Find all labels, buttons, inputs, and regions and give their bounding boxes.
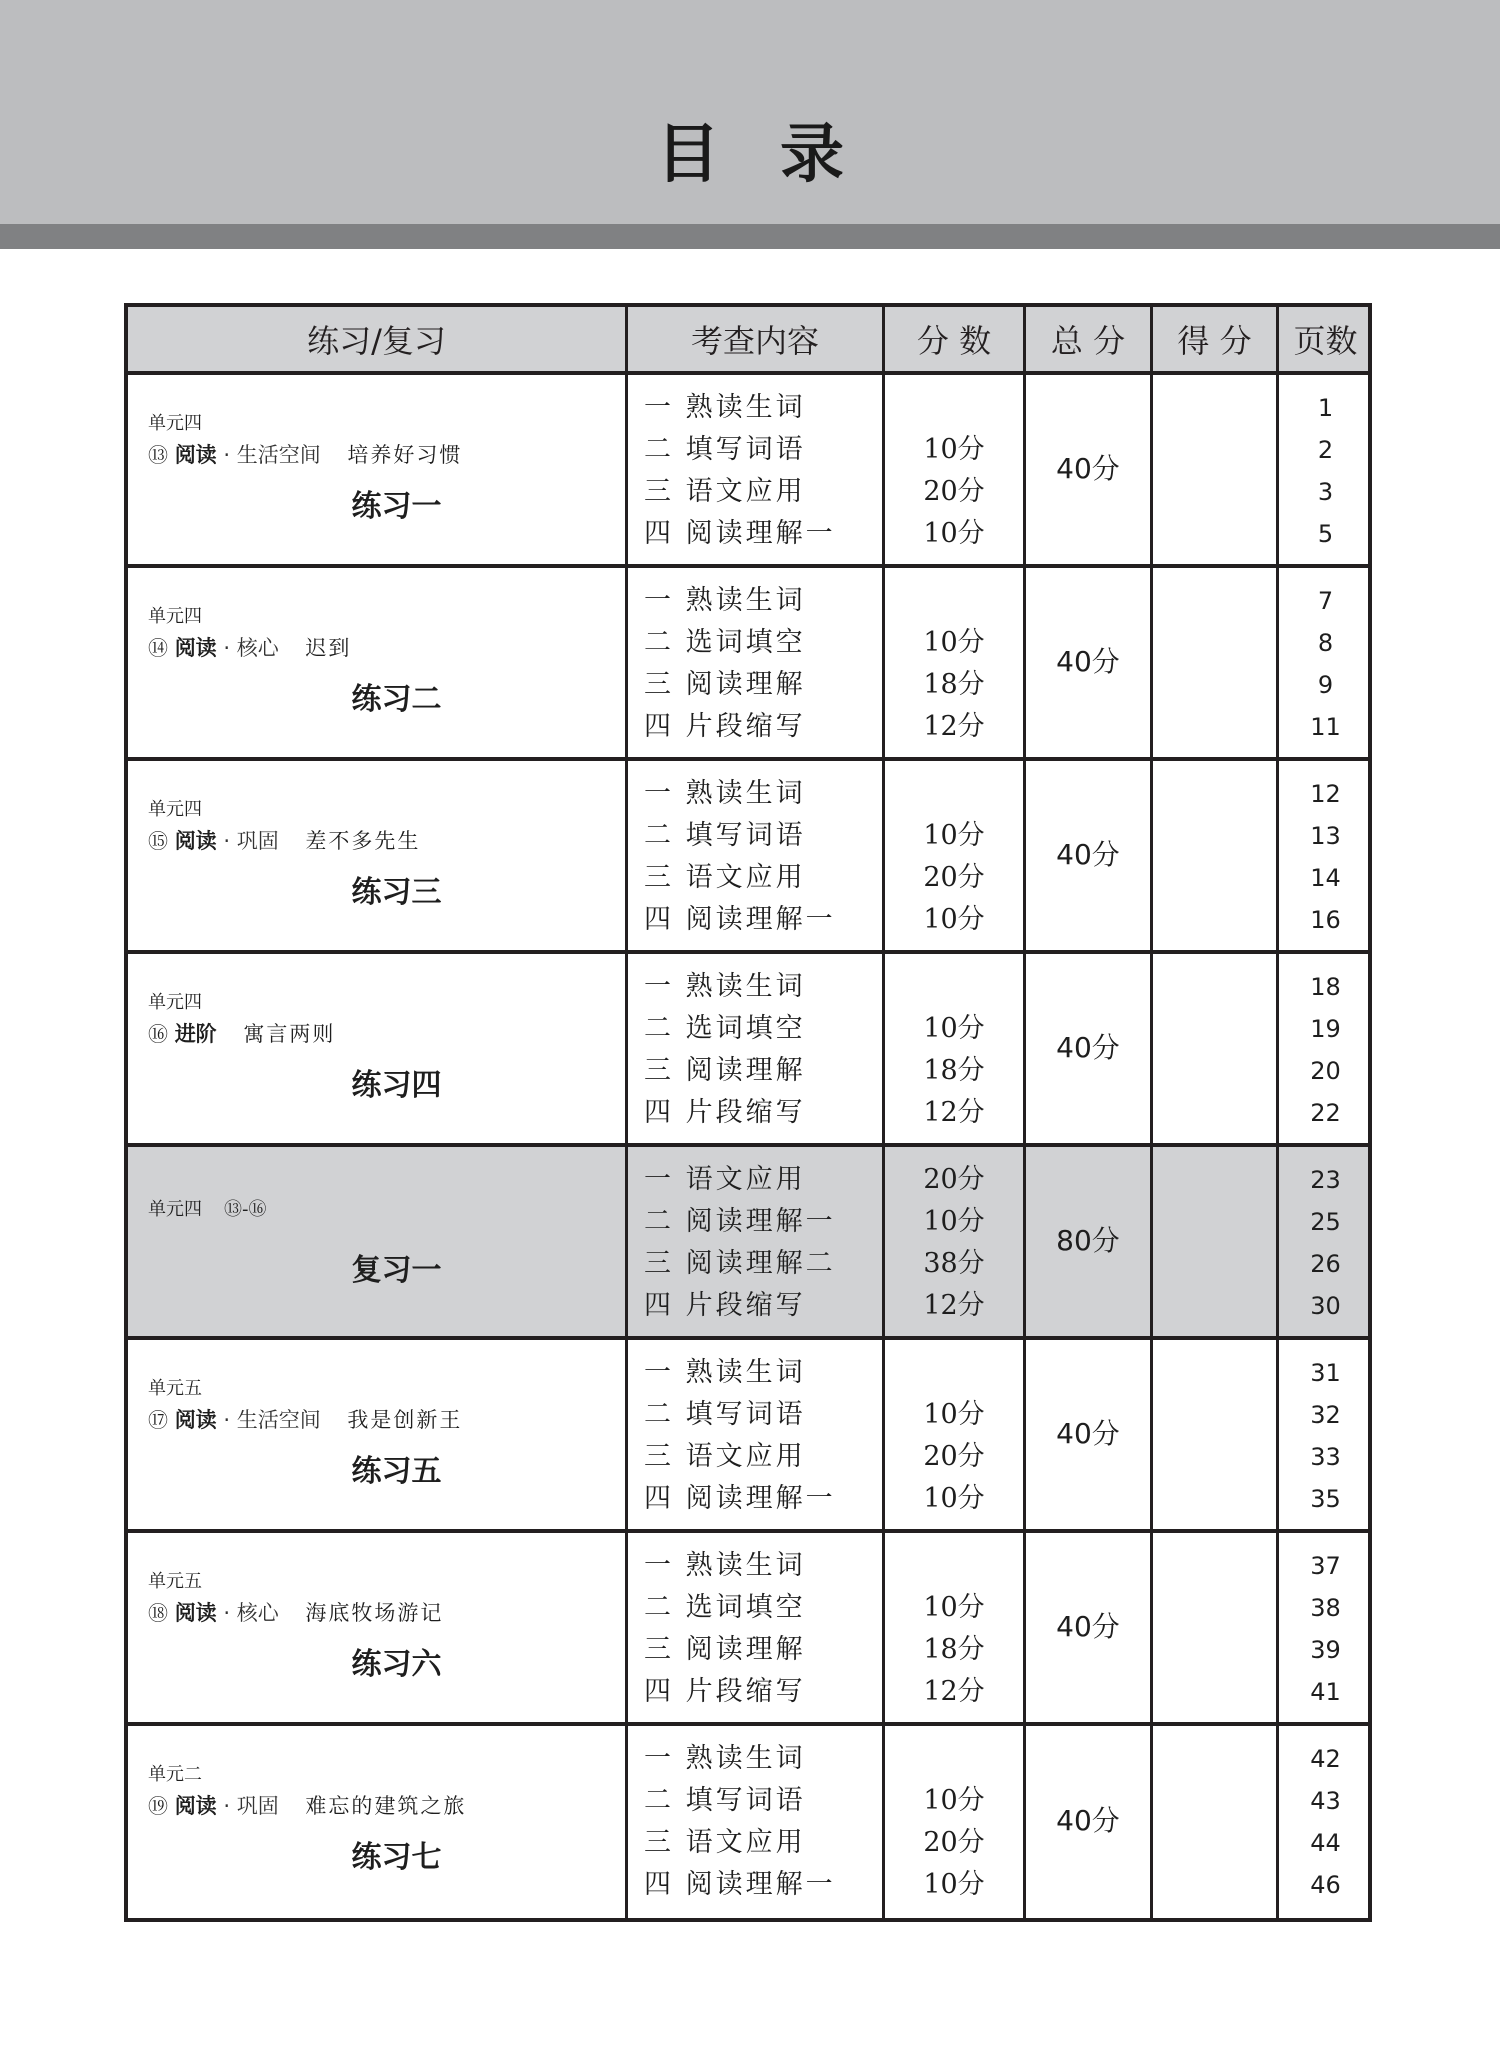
exercise-cell bbox=[128, 1340, 628, 1529]
lesson-title: 我是创新王 bbox=[347, 1408, 463, 1432]
lesson-kind: 阅读 bbox=[174, 1794, 217, 1818]
total-score: 40分 bbox=[1056, 1609, 1120, 1643]
content-item: 三 语文应用 bbox=[644, 1827, 806, 1858]
page-number: 11 bbox=[1310, 713, 1341, 741]
lesson-line bbox=[148, 634, 351, 662]
content-item: 一 熟读生词 bbox=[644, 392, 806, 423]
content-item: 三 语文应用 bbox=[644, 1441, 806, 1472]
table-row bbox=[128, 1340, 1368, 1533]
content-cell bbox=[628, 1147, 885, 1336]
pages-cell bbox=[1279, 1147, 1372, 1336]
total-cell bbox=[1026, 1533, 1153, 1722]
score-value: 10分 bbox=[923, 1869, 985, 1900]
score-value: 10分 bbox=[923, 627, 985, 658]
content-item: 四 片段缩写 bbox=[644, 1676, 806, 1707]
column-header-total: 总 分 bbox=[1026, 307, 1153, 371]
unit-name: 单元四 bbox=[148, 1199, 202, 1220]
lesson-category: · 巩固 bbox=[223, 1794, 279, 1818]
page-number: 44 bbox=[1310, 1829, 1341, 1857]
score-cell bbox=[885, 1147, 1026, 1336]
page-title bbox=[0, 110, 1500, 200]
unit-label: 单元四 bbox=[148, 799, 202, 820]
exercise-name: 练习七 bbox=[351, 1840, 442, 1875]
pages-cell bbox=[1279, 568, 1372, 757]
score-list bbox=[885, 1352, 1023, 1520]
page-number: 5 bbox=[1317, 520, 1334, 548]
content-item: 四 阅读理解一 bbox=[644, 1869, 836, 1900]
total-cell bbox=[1026, 1726, 1153, 1918]
unit-label: 单元四 bbox=[148, 992, 202, 1013]
score-value bbox=[885, 1545, 1023, 1587]
pages-cell bbox=[1279, 761, 1372, 950]
content-list bbox=[644, 1545, 806, 1713]
score-list bbox=[885, 580, 1023, 748]
table-row-review bbox=[128, 1147, 1368, 1340]
score-value bbox=[885, 1352, 1023, 1394]
score-value: 10分 bbox=[923, 820, 985, 851]
page-number: 37 bbox=[1310, 1552, 1341, 1580]
total-score: 40分 bbox=[1056, 837, 1120, 871]
score-value: 20分 bbox=[923, 476, 985, 507]
unit-label: 单元五 bbox=[148, 1378, 202, 1399]
page-title-char: 目 bbox=[656, 118, 720, 192]
lesson-range: ⑬-⑯ bbox=[224, 1199, 267, 1220]
page-number: 43 bbox=[1310, 1787, 1341, 1815]
table-header-row bbox=[128, 307, 1368, 375]
score-value: 10分 bbox=[923, 518, 985, 549]
total-score: 40分 bbox=[1056, 1416, 1120, 1450]
score-value: 20分 bbox=[923, 1827, 985, 1858]
lesson-category: · 生活空间 bbox=[223, 443, 321, 467]
content-item: 二 填写词语 bbox=[644, 434, 806, 465]
page-number: 23 bbox=[1310, 1166, 1341, 1194]
exercise-cell bbox=[128, 954, 628, 1143]
score-value: 10分 bbox=[923, 904, 985, 935]
lesson-number: ⑬ bbox=[148, 443, 168, 467]
lesson-title: 差不多先生 bbox=[305, 829, 421, 853]
lesson-line bbox=[148, 1020, 335, 1048]
total-cell bbox=[1026, 1147, 1153, 1336]
table-row bbox=[128, 1533, 1368, 1726]
lesson-category: · 生活空间 bbox=[223, 1408, 321, 1432]
score-value bbox=[885, 580, 1023, 622]
content-item: 三 语文应用 bbox=[644, 862, 806, 893]
page-number: 26 bbox=[1310, 1250, 1341, 1278]
lesson-category: · 核心 bbox=[223, 636, 279, 660]
unit-label: 单元四 bbox=[148, 413, 202, 434]
score-cell bbox=[885, 761, 1026, 950]
content-item: 二 填写词语 bbox=[644, 1399, 806, 1430]
exercise-cell bbox=[128, 761, 628, 950]
lesson-number: ⑲ bbox=[148, 1794, 168, 1818]
lesson-title: 海底牧场游记 bbox=[305, 1601, 444, 1625]
content-item: 三 阅读理解 bbox=[644, 1634, 806, 1665]
total-score: 40分 bbox=[1056, 1804, 1120, 1837]
content-item: 三 阅读理解 bbox=[644, 1055, 806, 1086]
score-value: 12分 bbox=[923, 1676, 985, 1707]
score-list bbox=[885, 773, 1023, 941]
content-item: 四 阅读理解一 bbox=[644, 1483, 836, 1514]
content-item: 三 阅读理解 bbox=[644, 669, 806, 700]
score-cell bbox=[885, 1533, 1026, 1722]
total-score: 80分 bbox=[1056, 1223, 1120, 1257]
score-value: 10分 bbox=[923, 1785, 985, 1816]
review-name: 复习一 bbox=[351, 1253, 442, 1288]
score-value bbox=[885, 966, 1023, 1008]
page-number: 22 bbox=[1310, 1099, 1341, 1127]
page-number: 39 bbox=[1310, 1636, 1341, 1664]
lesson-kind: 阅读 bbox=[174, 829, 217, 853]
page-number: 16 bbox=[1310, 906, 1341, 934]
table-row bbox=[128, 954, 1368, 1147]
lesson-line bbox=[148, 1599, 443, 1627]
page-number: 20 bbox=[1310, 1057, 1341, 1085]
page-number: 25 bbox=[1310, 1208, 1341, 1236]
table-row bbox=[128, 761, 1368, 954]
pages-cell bbox=[1279, 954, 1372, 1143]
content-cell bbox=[628, 761, 885, 950]
score-value: 20分 bbox=[923, 1441, 985, 1472]
lesson-number: ⑯ bbox=[148, 1022, 168, 1046]
earned-score-cell[interactable] bbox=[1153, 1533, 1279, 1722]
score-cell bbox=[885, 954, 1026, 1143]
lesson-number: ⑭ bbox=[148, 636, 168, 660]
exercise-name: 练习三 bbox=[351, 875, 442, 910]
content-list bbox=[644, 1352, 836, 1520]
content-item: 二 选词填空 bbox=[644, 627, 806, 658]
exercise-name: 练习四 bbox=[351, 1068, 442, 1103]
score-value: 12分 bbox=[923, 1290, 985, 1321]
content-list bbox=[644, 387, 836, 555]
page-number: 8 bbox=[1317, 629, 1334, 657]
lesson-kind: 阅读 bbox=[174, 636, 217, 660]
content-list bbox=[644, 1159, 836, 1327]
page-number: 38 bbox=[1310, 1594, 1341, 1622]
exercise-cell bbox=[128, 1533, 628, 1722]
content-list bbox=[644, 580, 806, 748]
lesson-line bbox=[148, 1406, 462, 1434]
score-value bbox=[885, 773, 1023, 815]
earned-score-cell[interactable] bbox=[1153, 1726, 1279, 1918]
lesson-number: ⑱ bbox=[148, 1601, 168, 1625]
lesson-line bbox=[148, 441, 462, 469]
page-list bbox=[1279, 966, 1372, 1134]
table-row bbox=[128, 375, 1368, 568]
content-item: 四 阅读理解一 bbox=[644, 904, 836, 935]
page-list bbox=[1279, 1159, 1372, 1327]
column-header-content: 考查内容 bbox=[628, 307, 885, 371]
score-cell bbox=[885, 568, 1026, 757]
lesson-line bbox=[148, 1792, 466, 1820]
score-value: 10分 bbox=[923, 1592, 985, 1623]
score-value bbox=[885, 387, 1023, 429]
lesson-kind: 阅读 bbox=[174, 1408, 217, 1432]
page-number: 19 bbox=[1310, 1015, 1341, 1043]
score-cell bbox=[885, 1726, 1026, 1918]
lesson-line bbox=[148, 827, 420, 855]
score-list bbox=[885, 966, 1023, 1134]
lesson-kind: 进阶 bbox=[174, 1022, 217, 1046]
content-item: 二 选词填空 bbox=[644, 1013, 806, 1044]
score-value: 18分 bbox=[923, 1055, 985, 1086]
score-list bbox=[885, 1738, 1023, 1906]
earned-score-cell[interactable] bbox=[1153, 761, 1279, 950]
total-cell bbox=[1026, 761, 1153, 950]
page-number: 14 bbox=[1310, 864, 1341, 892]
exercise-cell bbox=[128, 1726, 628, 1918]
page-number: 31 bbox=[1310, 1359, 1341, 1387]
content-item: 一 熟读生词 bbox=[644, 1743, 806, 1774]
exercise-cell bbox=[128, 1147, 628, 1336]
content-item: 三 语文应用 bbox=[644, 476, 806, 507]
page-number: 12 bbox=[1310, 780, 1341, 808]
page-list bbox=[1279, 1738, 1372, 1906]
content-cell bbox=[628, 375, 885, 564]
exercise-name: 练习五 bbox=[351, 1454, 442, 1489]
lesson-title: 难忘的建筑之旅 bbox=[305, 1794, 467, 1818]
content-item: 三 阅读理解二 bbox=[644, 1248, 836, 1279]
content-list bbox=[644, 966, 806, 1134]
total-cell bbox=[1026, 375, 1153, 564]
score-value: 10分 bbox=[923, 1399, 985, 1430]
content-item: 四 片段缩写 bbox=[644, 1097, 806, 1128]
score-list bbox=[885, 1545, 1023, 1713]
unit-label: 单元五 bbox=[148, 1571, 202, 1592]
total-cell bbox=[1026, 954, 1153, 1143]
page-number: 13 bbox=[1310, 822, 1341, 850]
content-item: 二 填写词语 bbox=[644, 820, 806, 851]
table-row bbox=[128, 1726, 1368, 1918]
exercise-name: 练习六 bbox=[351, 1647, 442, 1682]
content-item: 四 阅读理解一 bbox=[644, 518, 836, 549]
total-cell bbox=[1026, 1340, 1153, 1529]
score-value: 38分 bbox=[923, 1248, 985, 1279]
pages-cell bbox=[1279, 1340, 1372, 1529]
content-cell bbox=[628, 954, 885, 1143]
content-item: 二 选词填空 bbox=[644, 1592, 806, 1623]
total-cell bbox=[1026, 568, 1153, 757]
earned-score-cell[interactable] bbox=[1153, 568, 1279, 757]
page-number: 9 bbox=[1317, 671, 1334, 699]
score-value: 20分 bbox=[923, 1164, 985, 1195]
score-value: 18分 bbox=[923, 1634, 985, 1665]
exercise-cell bbox=[128, 568, 628, 757]
header-stripe bbox=[0, 224, 1500, 249]
page-number: 30 bbox=[1310, 1292, 1341, 1320]
content-item: 四 片段缩写 bbox=[644, 711, 806, 742]
pages-cell bbox=[1279, 375, 1372, 564]
content-item: 二 阅读理解一 bbox=[644, 1206, 836, 1237]
pages-cell bbox=[1279, 1726, 1372, 1918]
toc-table bbox=[124, 303, 1372, 1922]
unit-label: 单元二 bbox=[148, 1764, 202, 1785]
total-score: 40分 bbox=[1056, 451, 1120, 485]
page-number: 18 bbox=[1310, 973, 1341, 1001]
lesson-title: 寓言两则 bbox=[243, 1022, 336, 1046]
content-item: 四 片段缩写 bbox=[644, 1290, 806, 1321]
content-list bbox=[644, 1738, 836, 1906]
page-title-char: 录 bbox=[780, 118, 844, 192]
score-value: 10分 bbox=[923, 1013, 985, 1044]
exercise-name: 练习二 bbox=[351, 682, 442, 717]
score-value: 10分 bbox=[923, 1483, 985, 1514]
lesson-title: 培养好习惯 bbox=[347, 443, 463, 467]
page-number: 33 bbox=[1310, 1443, 1341, 1471]
content-item: 一 语文应用 bbox=[644, 1164, 806, 1195]
content-item: 一 熟读生词 bbox=[644, 778, 806, 809]
exercise-name: 练习一 bbox=[351, 489, 442, 524]
column-header-pages: 页数 bbox=[1293, 322, 1358, 360]
content-item: 一 熟读生词 bbox=[644, 1357, 806, 1388]
score-value: 18分 bbox=[923, 669, 985, 700]
total-score: 40分 bbox=[1056, 644, 1120, 678]
pages-cell bbox=[1279, 1533, 1372, 1722]
page-number: 46 bbox=[1310, 1871, 1341, 1899]
page-list bbox=[1279, 387, 1372, 555]
page-number: 32 bbox=[1310, 1401, 1341, 1429]
column-header-earned: 得 分 bbox=[1153, 307, 1279, 371]
unit-label: 单元四 bbox=[148, 606, 202, 627]
content-cell bbox=[628, 1340, 885, 1529]
score-cell bbox=[885, 375, 1026, 564]
lesson-category: · 巩固 bbox=[223, 829, 279, 853]
content-item: 一 熟读生词 bbox=[644, 585, 806, 616]
page-number: 7 bbox=[1317, 587, 1334, 615]
lesson-kind: 阅读 bbox=[174, 1601, 217, 1625]
page-list bbox=[1279, 773, 1372, 941]
page-number: 41 bbox=[1310, 1678, 1341, 1706]
earned-score-cell[interactable] bbox=[1153, 1147, 1279, 1336]
earned-score-cell[interactable] bbox=[1153, 954, 1279, 1143]
lesson-category: · 核心 bbox=[223, 1601, 279, 1625]
score-value: 12分 bbox=[923, 711, 985, 742]
content-item: 一 熟读生词 bbox=[644, 971, 806, 1002]
score-list bbox=[885, 1159, 1023, 1327]
column-header-score: 分 数 bbox=[885, 307, 1026, 371]
page-list bbox=[1279, 1545, 1372, 1713]
score-list bbox=[885, 387, 1023, 555]
page-number: 3 bbox=[1317, 478, 1334, 506]
lesson-number: ⑰ bbox=[148, 1408, 168, 1432]
content-item: 二 填写词语 bbox=[644, 1785, 806, 1816]
earned-score-cell[interactable] bbox=[1153, 375, 1279, 564]
score-value: 20分 bbox=[923, 862, 985, 893]
page-number: 1 bbox=[1317, 394, 1334, 422]
lesson-kind: 阅读 bbox=[174, 443, 217, 467]
lesson-title: 迟到 bbox=[305, 636, 352, 660]
earned-score-cell[interactable] bbox=[1153, 1340, 1279, 1529]
page-number: 42 bbox=[1310, 1745, 1341, 1773]
content-list bbox=[644, 773, 836, 941]
page-list bbox=[1279, 1352, 1372, 1520]
score-value: 12分 bbox=[923, 1097, 985, 1128]
score-value: 10分 bbox=[923, 1206, 985, 1237]
content-item: 一 熟读生词 bbox=[644, 1550, 806, 1581]
column-header-exercise: 练习/复习 bbox=[128, 307, 628, 371]
unit-label bbox=[148, 1199, 267, 1221]
content-cell bbox=[628, 1726, 885, 1918]
score-cell bbox=[885, 1340, 1026, 1529]
total-score: 40分 bbox=[1056, 1030, 1120, 1064]
page-list bbox=[1279, 580, 1372, 748]
content-cell bbox=[628, 1533, 885, 1722]
page-number: 2 bbox=[1317, 436, 1334, 464]
page-number: 35 bbox=[1310, 1485, 1341, 1513]
content-cell bbox=[628, 568, 885, 757]
score-value: 10分 bbox=[923, 434, 985, 465]
exercise-cell bbox=[128, 375, 628, 564]
score-value bbox=[885, 1738, 1023, 1780]
table-row bbox=[128, 568, 1368, 761]
lesson-number: ⑮ bbox=[148, 829, 168, 853]
